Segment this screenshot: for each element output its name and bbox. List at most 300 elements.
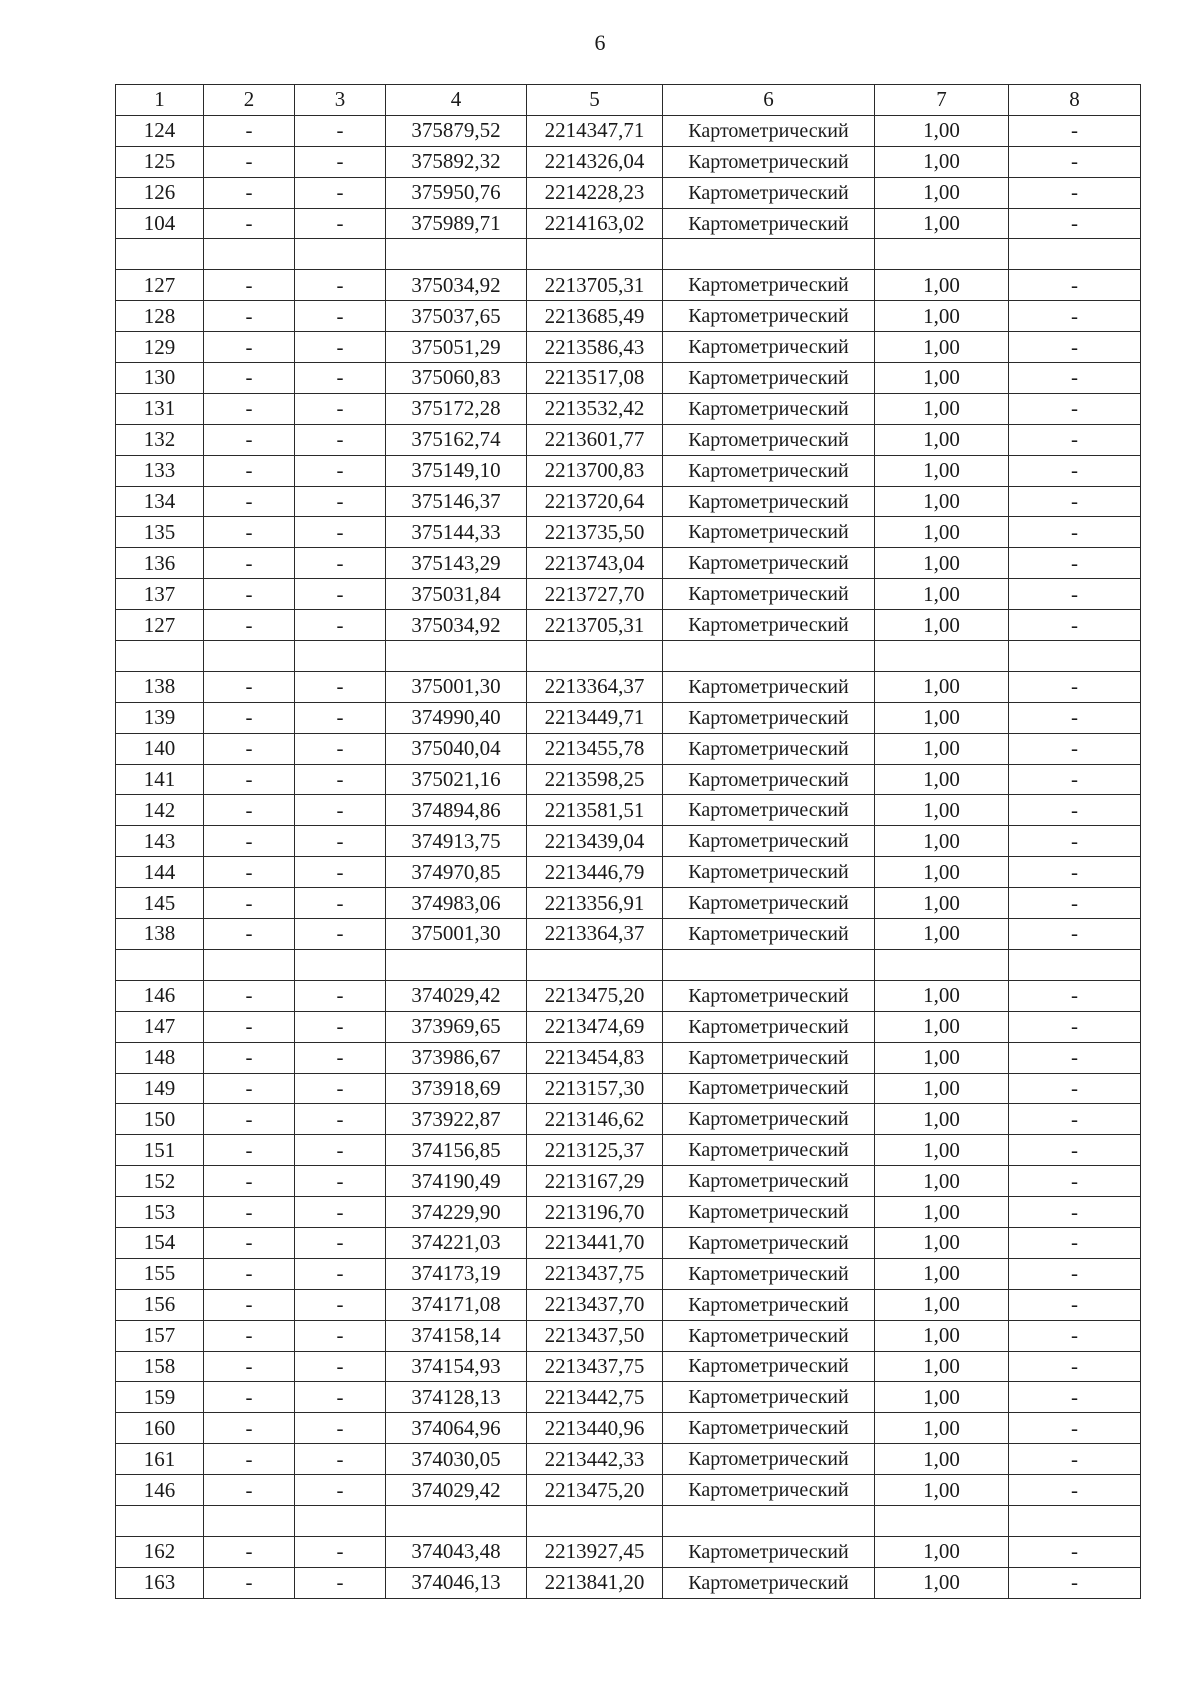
table-row [116,1567,1141,1598]
col-2-cell: - [204,270,295,301]
col-2-cell: - [204,671,295,702]
y-coordinate-cell: 2213685,49 [527,301,663,332]
method-cell: Картометрический [663,1382,875,1413]
col-2-cell: - [204,1104,295,1135]
col-8-cell: - [1009,548,1141,579]
method-cell: Картометрический [663,1042,875,1073]
col-8-cell: - [1009,301,1141,332]
col-2-cell: - [204,1475,295,1506]
col-2-cell: - [204,1567,295,1598]
col-8-cell [1009,1505,1141,1536]
col-8-cell: - [1009,1382,1141,1413]
method-cell: Картометрический [663,919,875,950]
point-number-cell: 158 [116,1351,204,1382]
col-2-cell: - [204,548,295,579]
x-coordinate-cell: 374029,42 [386,980,527,1011]
col-2-cell: - [204,1197,295,1228]
table-row [116,208,1141,239]
point-number-cell: 133 [116,455,204,486]
col-3-cell: - [295,548,386,579]
method-cell: Картометрический [663,1413,875,1444]
accuracy-cell: 1,00 [875,919,1009,950]
x-coordinate-cell: 373969,65 [386,1011,527,1042]
x-coordinate-cell: 375001,30 [386,671,527,702]
col-8-cell: - [1009,579,1141,610]
x-coordinate-cell: 374029,42 [386,1475,527,1506]
y-coordinate-cell: 2213449,71 [527,702,663,733]
accuracy-cell: 1,00 [875,1073,1009,1104]
method-cell [663,949,875,980]
col-2-cell: - [204,702,295,733]
table-row [116,857,1141,888]
method-cell: Картометрический [663,671,875,702]
y-coordinate-cell: 2213125,37 [527,1135,663,1166]
y-coordinate-cell: 2213720,64 [527,486,663,517]
col-3-cell: - [295,1413,386,1444]
separator-row [116,949,1141,980]
col-2-cell: - [204,1258,295,1289]
x-coordinate-cell: 375040,04 [386,733,527,764]
method-cell: Картометрический [663,363,875,394]
method-cell: Картометрический [663,146,875,177]
accuracy-cell: 1,00 [875,1227,1009,1258]
method-cell: Картометрический [663,270,875,301]
col-8-cell: - [1009,1289,1141,1320]
column-header: 1 [116,85,204,116]
y-coordinate-cell: 2213705,31 [527,610,663,641]
col-2-cell: - [204,1166,295,1197]
table-row [116,301,1141,332]
x-coordinate-cell: 374221,03 [386,1227,527,1258]
col-2-cell: - [204,146,295,177]
x-coordinate-cell: 375051,29 [386,332,527,363]
y-coordinate-cell: 2213581,51 [527,795,663,826]
x-coordinate-cell: 374190,49 [386,1166,527,1197]
y-coordinate-cell [527,641,663,672]
col-3-cell: - [295,1536,386,1567]
accuracy-cell: 1,00 [875,208,1009,239]
y-coordinate-cell: 2213196,70 [527,1197,663,1228]
col-2-cell [204,1505,295,1536]
point-number-cell: 130 [116,363,204,394]
accuracy-cell: 1,00 [875,486,1009,517]
accuracy-cell: 1,00 [875,301,1009,332]
accuracy-cell: 1,00 [875,702,1009,733]
point-number-cell: 127 [116,610,204,641]
point-number-cell: 145 [116,888,204,919]
col-8-cell: - [1009,610,1141,641]
method-cell: Картометрический [663,486,875,517]
method-cell: Картометрический [663,1536,875,1567]
table-row [116,1382,1141,1413]
y-coordinate-cell: 2213440,96 [527,1413,663,1444]
accuracy-cell: 1,00 [875,393,1009,424]
y-coordinate-cell: 2214228,23 [527,177,663,208]
x-coordinate-cell: 374229,90 [386,1197,527,1228]
col-8-cell: - [1009,1104,1141,1135]
method-cell: Картометрический [663,1073,875,1104]
col-3-cell: - [295,888,386,919]
table-row [116,1536,1141,1567]
x-coordinate-cell [386,1505,527,1536]
col-3-cell: - [295,1135,386,1166]
col-3-cell: - [295,393,386,424]
point-number-cell: 153 [116,1197,204,1228]
table-row [116,548,1141,579]
col-8-cell: - [1009,486,1141,517]
col-2-cell: - [204,208,295,239]
col-3-cell: - [295,177,386,208]
col-8-cell: - [1009,1475,1141,1506]
col-3-cell: - [295,332,386,363]
point-number-cell: 139 [116,702,204,733]
point-number-cell: 146 [116,980,204,1011]
col-8-cell: - [1009,455,1141,486]
accuracy-cell: 1,00 [875,980,1009,1011]
point-number-cell [116,1505,204,1536]
method-cell: Картометрический [663,1166,875,1197]
col-3-cell: - [295,363,386,394]
col-3-cell: - [295,1166,386,1197]
point-number-cell: 127 [116,270,204,301]
accuracy-cell: 1,00 [875,146,1009,177]
x-coordinate-cell: 375146,37 [386,486,527,517]
y-coordinate-cell: 2213532,42 [527,393,663,424]
point-number-cell: 142 [116,795,204,826]
method-cell: Картометрический [663,857,875,888]
y-coordinate-cell [527,1505,663,1536]
table-row [116,579,1141,610]
accuracy-cell: 1,00 [875,1536,1009,1567]
table-row [116,888,1141,919]
col-3-cell: - [295,1197,386,1228]
col-8-cell: - [1009,1258,1141,1289]
x-coordinate-cell [386,641,527,672]
x-coordinate-cell: 374046,13 [386,1567,527,1598]
col-2-cell: - [204,1011,295,1042]
table-row [116,795,1141,826]
x-coordinate-cell: 375021,16 [386,764,527,795]
accuracy-cell: 1,00 [875,764,1009,795]
y-coordinate-cell: 2213517,08 [527,363,663,394]
method-cell: Картометрический [663,393,875,424]
y-coordinate-cell: 2213454,83 [527,1042,663,1073]
col-3-cell: - [295,1475,386,1506]
point-number-cell: 162 [116,1536,204,1567]
y-coordinate-cell: 2213437,75 [527,1351,663,1382]
x-coordinate-cell: 374970,85 [386,857,527,888]
col-2-cell: - [204,1042,295,1073]
col-2-cell: - [204,424,295,455]
x-coordinate-cell: 375149,10 [386,455,527,486]
col-3-cell: - [295,1258,386,1289]
y-coordinate-cell: 2214163,02 [527,208,663,239]
col-2-cell: - [204,115,295,146]
point-number-cell: 131 [116,393,204,424]
accuracy-cell: 1,00 [875,671,1009,702]
y-coordinate-cell: 2213157,30 [527,1073,663,1104]
method-cell [663,1505,875,1536]
col-2-cell: - [204,486,295,517]
col-8-cell: - [1009,702,1141,733]
col-2-cell: - [204,1227,295,1258]
method-cell: Картометрический [663,764,875,795]
method-cell: Картометрический [663,826,875,857]
table-row [116,424,1141,455]
y-coordinate-cell: 2213437,70 [527,1289,663,1320]
method-cell: Картометрический [663,1351,875,1382]
col-8-cell: - [1009,980,1141,1011]
x-coordinate-cell: 375060,83 [386,363,527,394]
x-coordinate-cell: 374030,05 [386,1444,527,1475]
separator-row [116,239,1141,270]
x-coordinate-cell: 374154,93 [386,1351,527,1382]
x-coordinate-cell [386,949,527,980]
col-8-cell: - [1009,795,1141,826]
point-number-cell: 143 [116,826,204,857]
accuracy-cell: 1,00 [875,1042,1009,1073]
x-coordinate-cell: 373922,87 [386,1104,527,1135]
point-number-cell: 144 [116,857,204,888]
x-coordinate-cell: 375892,32 [386,146,527,177]
table-row [116,1258,1141,1289]
method-cell: Картометрический [663,1135,875,1166]
table-row [116,517,1141,548]
col-2-cell: - [204,1536,295,1567]
x-coordinate-cell: 374156,85 [386,1135,527,1166]
table-row [116,332,1141,363]
col-2-cell: - [204,1289,295,1320]
y-coordinate-cell: 2213841,20 [527,1567,663,1598]
col-3-cell: - [295,115,386,146]
point-number-cell: 134 [116,486,204,517]
y-coordinate-cell: 2213743,04 [527,548,663,579]
col-3-cell [295,949,386,980]
col-2-cell: - [204,393,295,424]
y-coordinate-cell: 2213475,20 [527,980,663,1011]
col-2-cell: - [204,919,295,950]
col-8-cell: - [1009,1042,1141,1073]
col-8-cell: - [1009,764,1141,795]
accuracy-cell: 1,00 [875,1320,1009,1351]
accuracy-cell: 1,00 [875,733,1009,764]
col-8-cell: - [1009,424,1141,455]
accuracy-cell: 1,00 [875,1382,1009,1413]
method-cell: Картометрический [663,115,875,146]
method-cell [663,641,875,672]
x-coordinate-cell: 374171,08 [386,1289,527,1320]
col-2-cell: - [204,517,295,548]
column-header: 6 [663,85,875,116]
accuracy-cell: 1,00 [875,517,1009,548]
method-cell: Картометрический [663,733,875,764]
accuracy-cell [875,1505,1009,1536]
y-coordinate-cell: 2214326,04 [527,146,663,177]
x-coordinate-cell: 375162,74 [386,424,527,455]
method-cell: Картометрический [663,610,875,641]
col-2-cell: - [204,610,295,641]
method-cell: Картометрический [663,980,875,1011]
method-cell: Картометрический [663,702,875,733]
col-3-cell: - [295,146,386,177]
method-cell: Картометрический [663,517,875,548]
col-8-cell: - [1009,1166,1141,1197]
column-header: 7 [875,85,1009,116]
col-8-cell: - [1009,1413,1141,1444]
col-8-cell: - [1009,270,1141,301]
col-2-cell: - [204,1413,295,1444]
col-3-cell [295,239,386,270]
accuracy-cell: 1,00 [875,1135,1009,1166]
col-8-cell: - [1009,1227,1141,1258]
table-row [116,1104,1141,1135]
method-cell: Картометрический [663,579,875,610]
col-8-cell: - [1009,919,1141,950]
col-3-cell: - [295,1382,386,1413]
method-cell: Картометрический [663,1227,875,1258]
table-row [116,146,1141,177]
col-3-cell: - [295,1073,386,1104]
col-8-cell [1009,239,1141,270]
col-3-cell: - [295,424,386,455]
col-2-cell: - [204,1444,295,1475]
x-coordinate-cell [386,239,527,270]
point-number-cell: 138 [116,919,204,950]
col-8-cell: - [1009,393,1141,424]
x-coordinate-cell: 374990,40 [386,702,527,733]
table-row [116,980,1141,1011]
table-row [116,177,1141,208]
col-2-cell [204,949,295,980]
col-8-cell: - [1009,363,1141,394]
col-3-cell: - [295,1320,386,1351]
point-number-cell: 136 [116,548,204,579]
accuracy-cell: 1,00 [875,424,1009,455]
col-3-cell: - [295,610,386,641]
accuracy-cell: 1,00 [875,363,1009,394]
col-8-cell [1009,949,1141,980]
col-8-cell: - [1009,1320,1141,1351]
x-coordinate-cell: 375031,84 [386,579,527,610]
x-coordinate-cell: 374983,06 [386,888,527,919]
table-row [116,702,1141,733]
point-number-cell: 157 [116,1320,204,1351]
col-2-cell: - [204,1382,295,1413]
y-coordinate-cell: 2213700,83 [527,455,663,486]
col-2-cell [204,641,295,672]
x-coordinate-cell: 375172,28 [386,393,527,424]
table-body [116,85,1141,1599]
separator-row [116,641,1141,672]
col-2-cell: - [204,332,295,363]
table-row [116,733,1141,764]
point-number-cell: 159 [116,1382,204,1413]
col-2-cell: - [204,857,295,888]
table-row [116,826,1141,857]
point-number-cell: 146 [116,1475,204,1506]
col-8-cell: - [1009,208,1141,239]
accuracy-cell: 1,00 [875,888,1009,919]
table-row [116,363,1141,394]
accuracy-cell: 1,00 [875,1258,1009,1289]
table-row [116,1197,1141,1228]
y-coordinate-cell: 2213439,04 [527,826,663,857]
point-number-cell [116,641,204,672]
point-number-cell: 149 [116,1073,204,1104]
col-3-cell: - [295,795,386,826]
method-cell: Картометрический [663,1011,875,1042]
table-row [116,1227,1141,1258]
accuracy-cell: 1,00 [875,795,1009,826]
col-3-cell: - [295,702,386,733]
accuracy-cell: 1,00 [875,332,1009,363]
point-number-cell: 155 [116,1258,204,1289]
x-coordinate-cell: 375034,92 [386,270,527,301]
col-8-cell: - [1009,1073,1141,1104]
table-row [116,1011,1141,1042]
column-header: 3 [295,85,386,116]
point-number-cell: 141 [116,764,204,795]
x-coordinate-cell: 375879,52 [386,115,527,146]
point-number-cell: 132 [116,424,204,455]
accuracy-cell: 1,00 [875,1011,1009,1042]
table-row [116,1166,1141,1197]
x-coordinate-cell: 375034,92 [386,610,527,641]
col-3-cell: - [295,1011,386,1042]
col-2-cell: - [204,1135,295,1166]
y-coordinate-cell [527,239,663,270]
y-coordinate-cell: 2214347,71 [527,115,663,146]
point-number-cell: 163 [116,1567,204,1598]
point-number-cell: 154 [116,1227,204,1258]
col-2-cell: - [204,764,295,795]
x-coordinate-cell: 374894,86 [386,795,527,826]
accuracy-cell: 1,00 [875,1567,1009,1598]
x-coordinate-cell: 375989,71 [386,208,527,239]
col-3-cell: - [295,1567,386,1598]
x-coordinate-cell: 375950,76 [386,177,527,208]
x-coordinate-cell: 374128,13 [386,1382,527,1413]
accuracy-cell: 1,00 [875,1413,1009,1444]
accuracy-cell: 1,00 [875,1444,1009,1475]
y-coordinate-cell: 2213598,25 [527,764,663,795]
y-coordinate-cell: 2213455,78 [527,733,663,764]
column-header: 4 [386,85,527,116]
col-2-cell: - [204,455,295,486]
point-number-cell: 129 [116,332,204,363]
accuracy-cell [875,239,1009,270]
col-2-cell: - [204,301,295,332]
col-3-cell: - [295,1351,386,1382]
col-8-cell [1009,641,1141,672]
method-cell [663,239,875,270]
col-3-cell: - [295,1104,386,1135]
accuracy-cell: 1,00 [875,579,1009,610]
x-coordinate-cell: 373918,69 [386,1073,527,1104]
y-coordinate-cell: 2213364,37 [527,671,663,702]
accuracy-cell: 1,00 [875,455,1009,486]
col-2-cell: - [204,1351,295,1382]
method-cell: Картометрический [663,1567,875,1598]
point-number-cell: 152 [116,1166,204,1197]
accuracy-cell: 1,00 [875,857,1009,888]
method-cell: Картометрический [663,208,875,239]
point-number-cell: 128 [116,301,204,332]
col-8-cell: - [1009,1011,1141,1042]
accuracy-cell: 1,00 [875,1104,1009,1135]
method-cell: Картометрический [663,1320,875,1351]
point-number-cell: 147 [116,1011,204,1042]
